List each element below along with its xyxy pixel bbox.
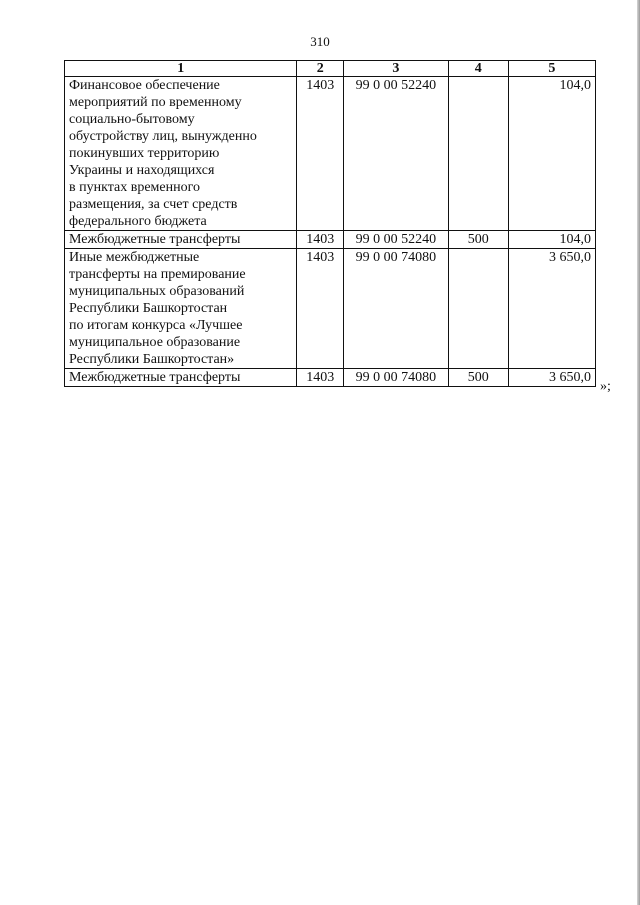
row-section-cell: 1403 <box>297 249 344 369</box>
row-section-cell: 1403 <box>297 369 344 387</box>
row-target-cell: 99 0 00 52240 <box>344 77 449 231</box>
header-col-5: 5 <box>508 61 595 77</box>
row-section-cell: 1403 <box>297 231 344 249</box>
header-col-3: 3 <box>344 61 449 77</box>
row-target-cell: 99 0 00 74080 <box>344 249 449 369</box>
row-amount-cell: 3 650,0 <box>508 369 595 387</box>
row-expense-type-cell: 500 <box>448 231 508 249</box>
table-row <box>65 231 596 249</box>
closing-quote-mark: »; <box>600 379 611 394</box>
row-expense-type-cell <box>448 249 508 369</box>
row-amount-cell: 3 650,0 <box>508 249 595 369</box>
row-name-cell: Межбюджетные трансферты <box>65 231 297 249</box>
row-target-cell: 99 0 00 74080 <box>344 369 449 387</box>
row-expense-type-cell <box>448 77 508 231</box>
row-name-cell: Финансовое обеспечение мероприятий по временному социально-бытовому обустройству лиц, вынужденно покинувших территорию Украины и находящихся в пунктах временного размещения, за счет средств федерального бюджета <box>65 77 297 231</box>
table-row <box>65 77 596 231</box>
row-expense-type-cell: 500 <box>448 369 508 387</box>
header-col-1: 1 <box>65 61 297 77</box>
row-section-cell: 1403 <box>297 77 344 231</box>
row-target-cell: 99 0 00 52240 <box>344 231 449 249</box>
row-amount-cell: 104,0 <box>508 77 595 231</box>
table-row <box>65 249 596 369</box>
header-col-2: 2 <box>297 61 344 77</box>
row-name-cell: Межбюджетные трансферты <box>65 369 297 387</box>
row-amount-cell: 104,0 <box>508 231 595 249</box>
page-number: 310 <box>310 34 330 49</box>
budget-table <box>64 60 596 387</box>
row-name-cell: Иные межбюджетные трансферты на премирование муниципальных образований Республики Башкортостан по итогам конкурса «Лучшее муниципальное образование Республики Башкортостан» <box>65 249 297 369</box>
header-col-4: 4 <box>448 61 508 77</box>
table-row <box>65 369 596 387</box>
header-row <box>65 61 596 77</box>
